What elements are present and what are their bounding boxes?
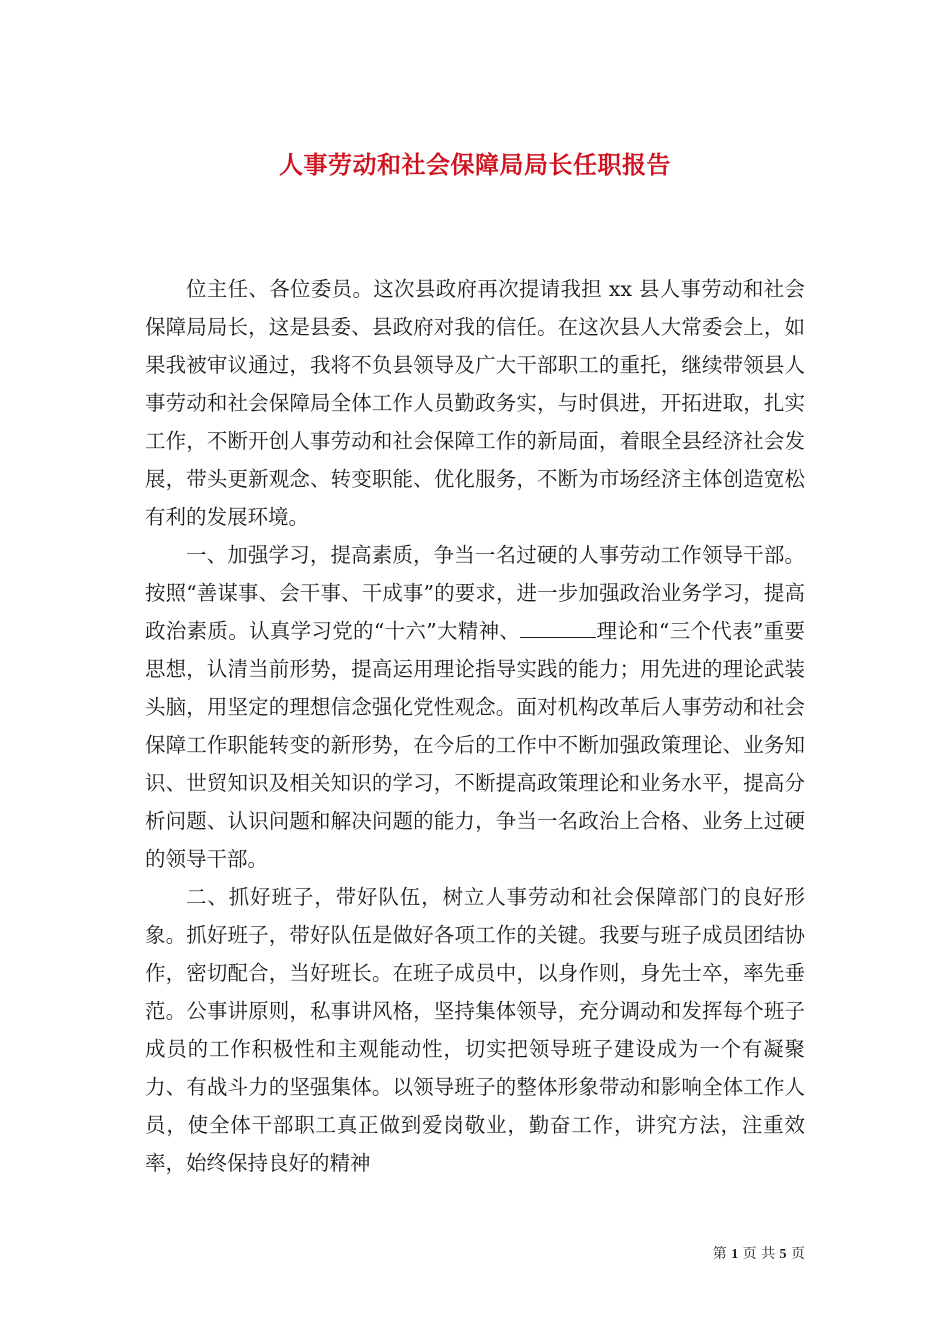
paragraph-intro: 位主任、各位委员。这次县政府再次提请我担 xx 县人事劳动和社会保障局局长，这是县委、县政府对我的信任。在这次县人大常委会上，如果我被审议通过，我将不负县领导及广大干部职工的重托，继续带领县人事劳动和社会保障局全体工作人员勤政务实，与时俱进，开拓进取，扎实工作，不断开创人事劳动和社会保障工作的新局面，着眼全县经济社会发展，带头更新观念、转变职能、优化服务，不断为市场经济主体创造宽松有利的发展环境。	[145, 277, 805, 529]
page-number-footer	[713, 1245, 805, 1264]
footer-prefix: 第	[712, 1246, 727, 1262]
footer-current-page: 1	[731, 1247, 739, 1262]
footer-suffix: 页	[791, 1246, 805, 1262]
footer-middle: 页 共	[742, 1246, 776, 1262]
paragraph-section-1-part-b: 理论和“三个代表”重要思想，认清当前形势，提高运用理论指导实践的能力；用先进的理论武装头脑，用坚定的理想信念强化党性观念。面对机构改革后人事劳动和社会保障工作职能转变的新形势，在今后的工作中不断加强政策理论、业务知识、世贸知识及相关知识的学习，不断提高政策理论和业务水平，提高分析问题、认识问题和解决问题的能力，争当一名政治上合格、业务上过硬的领导干部。	[145, 619, 805, 871]
fill-in-blank	[520, 617, 596, 638]
document-body	[145, 270, 805, 1182]
paragraph-section-1-part-a: 一、加强学习，提高素质，争当一名过硬的人事劳动工作领导干部。按照“善谋事、会干事、干成事”的要求，进一步加强政治业务学习，提高政治素质。认真学习党的“十六”大精神、	[145, 543, 805, 643]
footer-total-pages: 5	[779, 1247, 787, 1262]
paragraph-section-1	[145, 536, 805, 878]
document-title: 人事劳动和社会保障局局长任职报告	[279, 150, 671, 180]
paragraph-section-2: 二、抓好班子，带好队伍，树立人事劳动和社会保障部门的良好形象。抓好班子，带好队伍是做好各项工作的关键。我要与班子成员团结协作，密切配合，当好班长。在班子成员中，以身作则，身先士卒，率先垂范。公事讲原则，私事讲风格，坚持集体领导，充分调动和发挥每个班子成员的工作积极性和主观能动性，切实把领导班子建设成为一个有凝聚力、有战斗力的坚强集体。以领导班子的整体形象带动和影响全体工作人员，使全体干部职工真正做到爱岗敬业，勤奋工作，讲究方法，注重效率，始终保持良好的精神	[145, 885, 805, 1175]
